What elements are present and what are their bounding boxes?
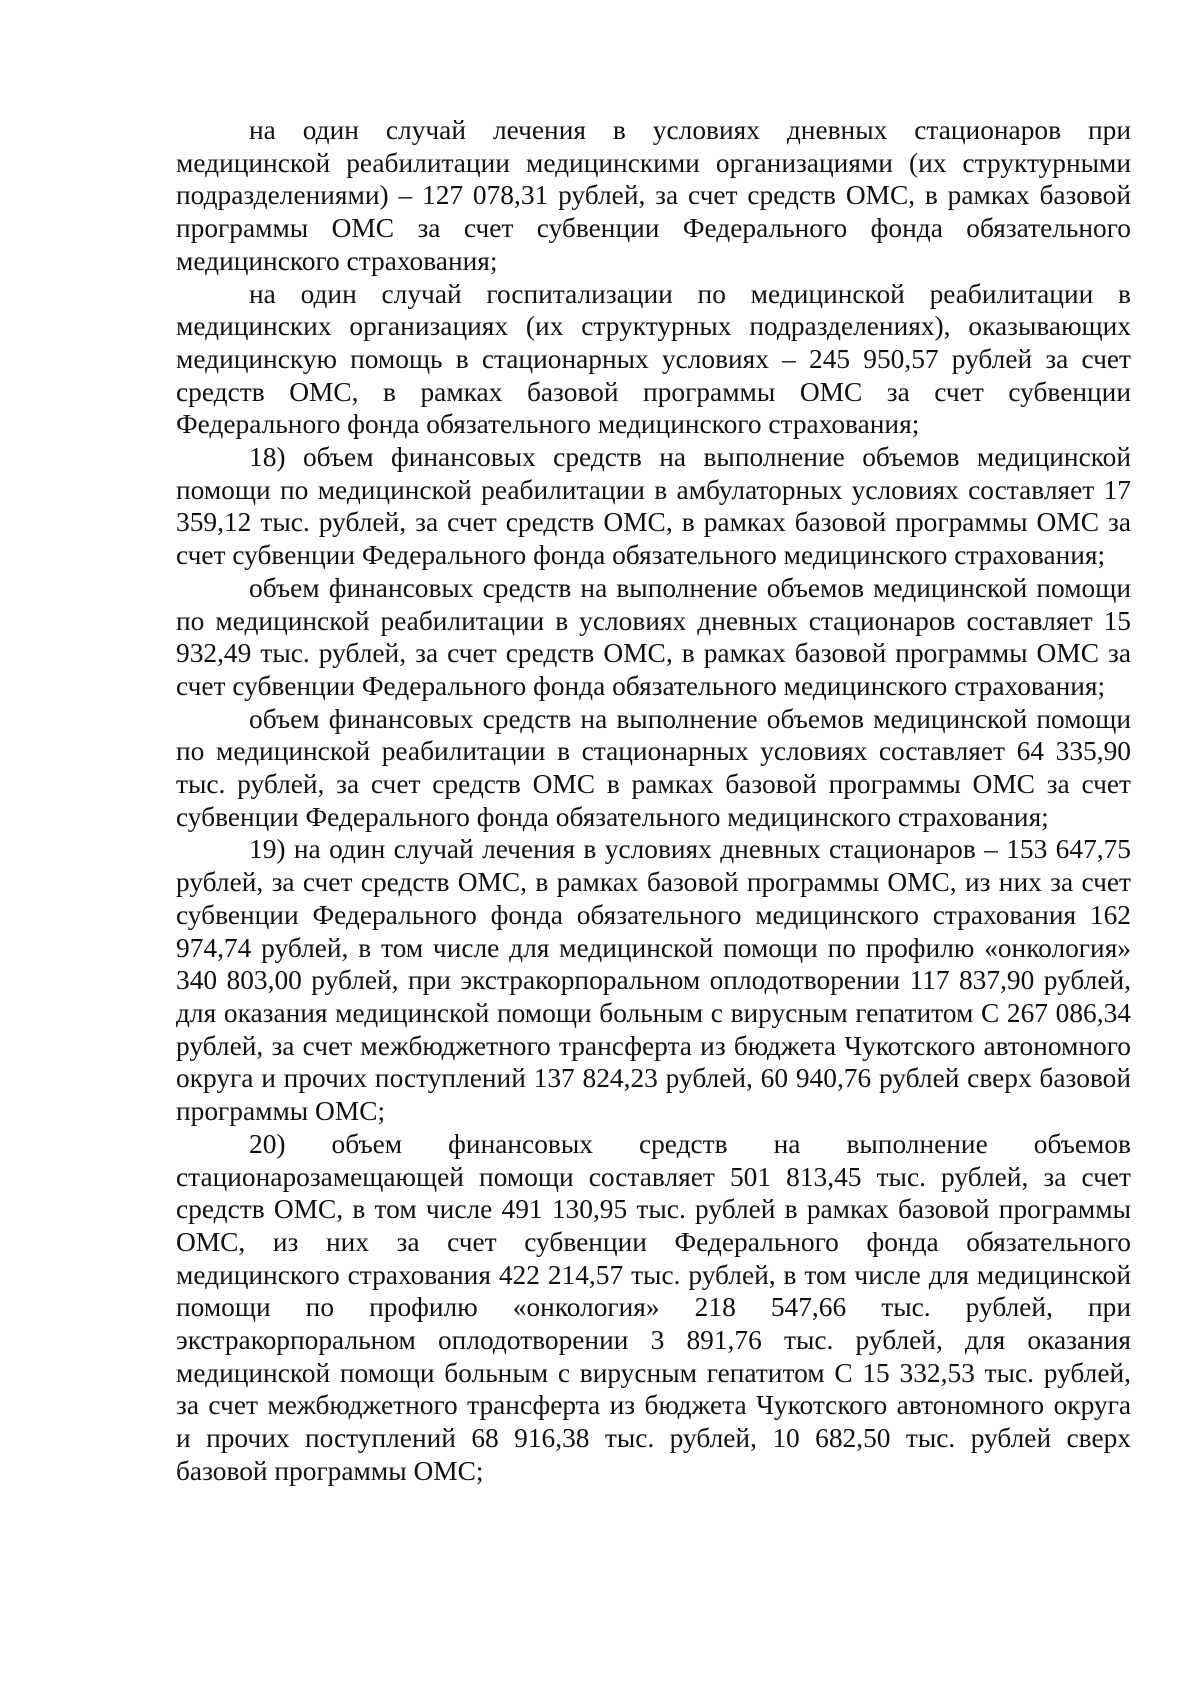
paragraph-day-hospital-rehab-funding: объем финансовых средств на выполнение объемов медицинской помощи по медицинской реабилитации в условиях дневных стационаров составляет 15 932,49 тыс. рублей, за счет средств ОМС, в рамках базовой программы ОМС за счет субвенции Федерального фонда обязательного медицинского страхования;	[176, 572, 1131, 701]
paragraph-inpatient-rehab-funding: объем финансовых средств на выполнение объемов медицинской помощи по медицинской реабилитации в стационарных условиях составляет 64 335,90 тыс. рублей, за счет средств ОМС в рамках базовой программы ОМС за счет субвенции Федерального фонда обязательного медицинского страхования;	[176, 703, 1131, 832]
paragraph-item-19-day-hospital-case-cost: 19) на один случай лечения в условиях дневных стационаров – 153 647,75 рублей, за счет средств ОМС, в рамках базовой программы ОМС, из них за счет субвенции Федерального фонда обязательного медицинского страхования 162 974,74 рублей, в том числе для медицинской помощи по профилю «онкология» 340 803,00 рублей, при экстракорпоральном оплодотворении 117 837,90 рублей, для оказания медицинской помощи больным с вирусным гепатитом С 267 086,34 рублей, за счет межбюджетного трансферта из бюджета Чукотского автономного округа и прочих поступлений 137 824,23 рублей, 60 940,76 рублей сверх базовой программы ОМС;	[176, 834, 1131, 1127]
paragraph-item-20-inpatient-substitution-funding: 20) объем финансовых средств на выполнение объемов стационарозамещающей помощи составляет 501 813,45 тыс. рублей, за счет средств ОМС, в том числе 491 130,95 тыс. рублей в рамках базовой программы ОМС, из них за счет субвенции Федерального фонда обязательного медицинского страхования 422 214,57 тыс. рублей, в том числе для медицинской помощи по профилю «онкология» 218 547,66 тыс. рублей, при экстракорпоральном оплодотворении 3 891,76 тыс. рублей, для оказания медицинской помощи больным с вирусным гепатитом С 15 332,53 тыс. рублей, за счет межбюджетного трансферта из бюджета Чукотского автономного округа и прочих поступлений 68 916,38 тыс. рублей, 10 682,50 тыс. рублей сверх базовой программы ОМС;	[176, 1128, 1131, 1486]
paragraph-hospitalization-rehab-cost: на один случай госпитализации по медицинской реабилитации в медицинских организациях (их структурных подразделениях), оказывающих медицинскую помощь в стационарных условиях – 245 950,57 рублей за счет средств ОМС, в рамках базовой программы ОМС за счет субвенции Федерального фонда обязательного медицинского страхования;	[176, 278, 1131, 440]
paragraph-day-hospital-rehab-cost: на один случай лечения в условиях дневных стационаров при медицинской реабилитации медицинскими организациями (их структурными подразделениями) – 127 078,31 рублей, за счет средств ОМС, в рамках базовой программы ОМС за счет субвенции Федерального фонда обязательного медицинского страхования;	[176, 115, 1131, 276]
paragraph-item-18-outpatient-rehab-funding: 18) объем финансовых средств на выполнение объемов медицинской помощи по медицинской реабилитации в амбулаторных условиях составляет 17 359,12 тыс. рублей, за счет средств ОМС, в рамках базовой программы ОМС за счет субвенции Федерального фонда обязательного медицинского страхования;	[176, 442, 1131, 571]
document-body	[176, 114, 1131, 1488]
